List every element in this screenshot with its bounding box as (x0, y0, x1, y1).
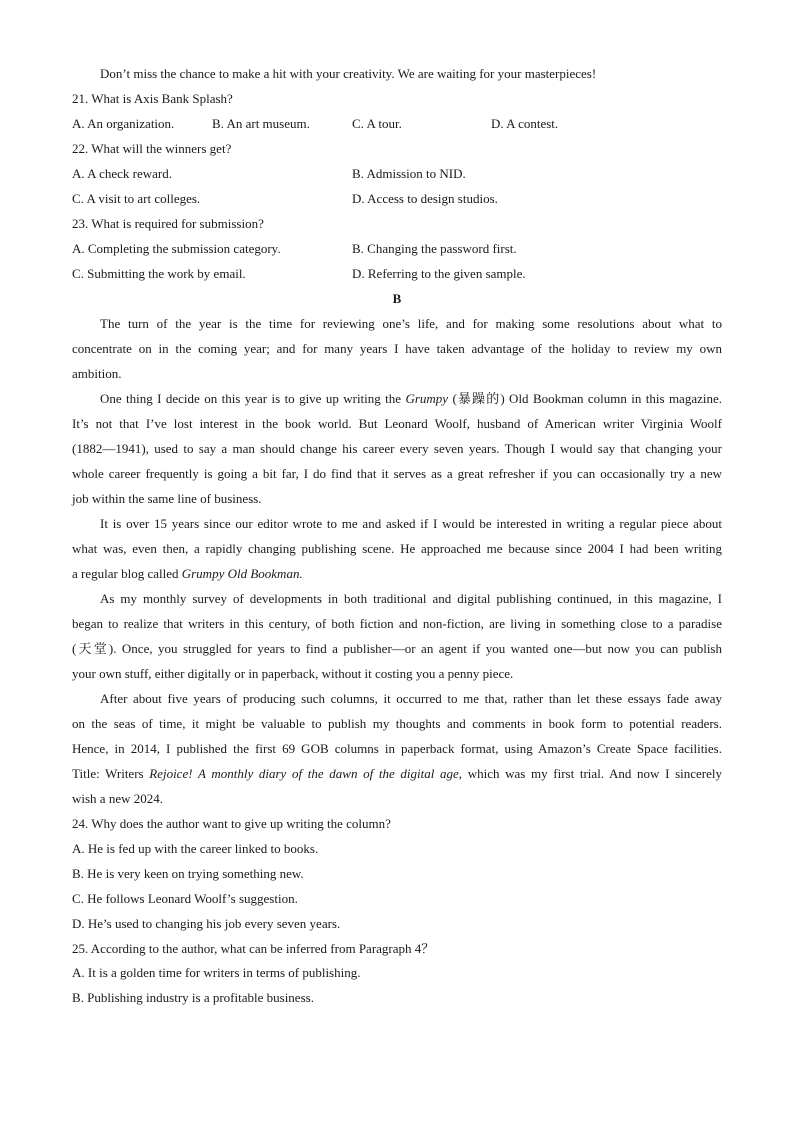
q22-option-c: C. A visit to art colleges. (72, 191, 201, 206)
question-25: 25. According to the author, what can be inferred from Paragraph 4？ (72, 941, 435, 956)
p5-line-4 (72, 766, 722, 782)
q23-option-a: A. Completing the submission category. (72, 241, 281, 256)
p2-line-5: job within the same line of business. (72, 491, 262, 506)
q21-option-c: C. A tour. (352, 116, 402, 131)
book-title-italic: Rejoice! A monthly diary of the dawn of the digital age (149, 766, 459, 781)
p3-line-3-a: a regular blog called (72, 566, 179, 581)
question-22: 22. What will the winners get? (72, 141, 232, 156)
p5-line-5: wish a new 2024. (72, 791, 163, 806)
q23-option-c: C. Submitting the work by email. (72, 266, 246, 281)
q22-option-d: D. Access to design studios. (352, 191, 498, 206)
p5-line-4-a: Title: Writers (72, 766, 144, 781)
p2-line-4: whole career frequently is going a bit far, I do find that it serves as a great refresher if you can occasionally try a new (72, 466, 722, 481)
q25-option-a: A. It is a golden time for writers in terms of publishing. (72, 965, 361, 980)
p2-line-1-a: One thing I decide on this year is to give up writing the (100, 391, 402, 406)
q21-option-b: B. An art museum. (212, 116, 310, 131)
p4-line-2: began to realize that writers in this century, of both fiction and non-fiction, are living in something close to a paradise (72, 616, 722, 631)
p3-line-1: It is over 15 years since our editor wrote to me and asked if I would be interested in writing a regular piece about (100, 516, 722, 531)
p2-line-2: It’s not that I’ve lost interest in the book world. But Leonard Woolf, husband of American writer Virginia Woolf (72, 416, 722, 431)
p4-line-4: your own stuff, either digitally or in paperback, without it costing you a penny piece. (72, 666, 514, 681)
q22-option-b: B. Admission to NID. (352, 166, 466, 181)
p4-line-3: (天堂). Once, you struggled for years to find a publisher—or an agent if you wanted one—but now you can publish (72, 641, 722, 656)
q24-option-b: B. He is very keen on trying something new. (72, 866, 304, 881)
section-b-title: B (392, 291, 402, 306)
q21-option-a: A. An organization. (72, 116, 175, 131)
p5-line-1: After about five years of producing such columns, it occurred to me that, rather than let these essays fade away (100, 691, 722, 706)
p1-line-3: ambition. (72, 366, 122, 381)
q22-option-a: A. A check reward. (72, 166, 172, 181)
q23-option-b: B. Changing the password first. (352, 241, 517, 256)
p3-line-2: what was, even then, a rapidly changing publishing scene. He approached me because since 2004 I had been writing (72, 541, 722, 556)
q24-option-c: C. He follows Leonard Woolf’s suggestion. (72, 891, 298, 906)
p4-line-1: As my monthly survey of developments in both traditional and digital publishing continued, in this magazine, I (100, 591, 722, 606)
question-23: 23. What is required for submission? (72, 216, 264, 231)
p2-line-1-b: (暴躁的) Old Bookman column in this magazine. (452, 391, 722, 406)
passage-a-closing-line: Don’t miss the chance to make a hit with your creativity. We are waiting for your masterpieces! (100, 66, 597, 81)
q21-option-d: D. A contest. (491, 116, 559, 131)
p3-line-3 (72, 566, 303, 582)
q24-option-d: D. He’s used to changing his job every seven years. (72, 916, 341, 931)
p5-line-2: on the seas of time, it might be valuable to publish my thoughts and comments in book form to potential readers. (72, 716, 722, 731)
p5-line-3: Hence, in 2014, I published the first 69 GOB columns in paperback format, using Amazon’s Create Space facilities. (72, 741, 722, 756)
p2-line-3: (1882—1941), used to say a man should change his career every seven years. Though I would say that changing your (72, 441, 722, 456)
p5-line-4-b: , which was my first trial. And now I sincerely (458, 766, 722, 781)
p2-line-1 (100, 391, 722, 407)
p1-line-2: concentrate on in the coming year; and for many years I have taken advantage of the holiday to review my own (72, 341, 722, 356)
grumpy-italic: Grumpy (405, 391, 449, 406)
q25-option-b: B. Publishing industry is a profitable business. (72, 990, 314, 1005)
question-24: 24. Why does the author want to give up writing the column? (72, 816, 391, 831)
blog-title-italic: Grumpy Old Bookman. (181, 566, 303, 581)
question-21: 21. What is Axis Bank Splash? (72, 91, 233, 106)
q23-option-d: D. Referring to the given sample. (352, 266, 526, 281)
p1-line-1: The turn of the year is the time for reviewing one’s life, and for making some resolutions about what to (100, 316, 722, 331)
q24-option-a: A. He is fed up with the career linked to books. (72, 841, 319, 856)
